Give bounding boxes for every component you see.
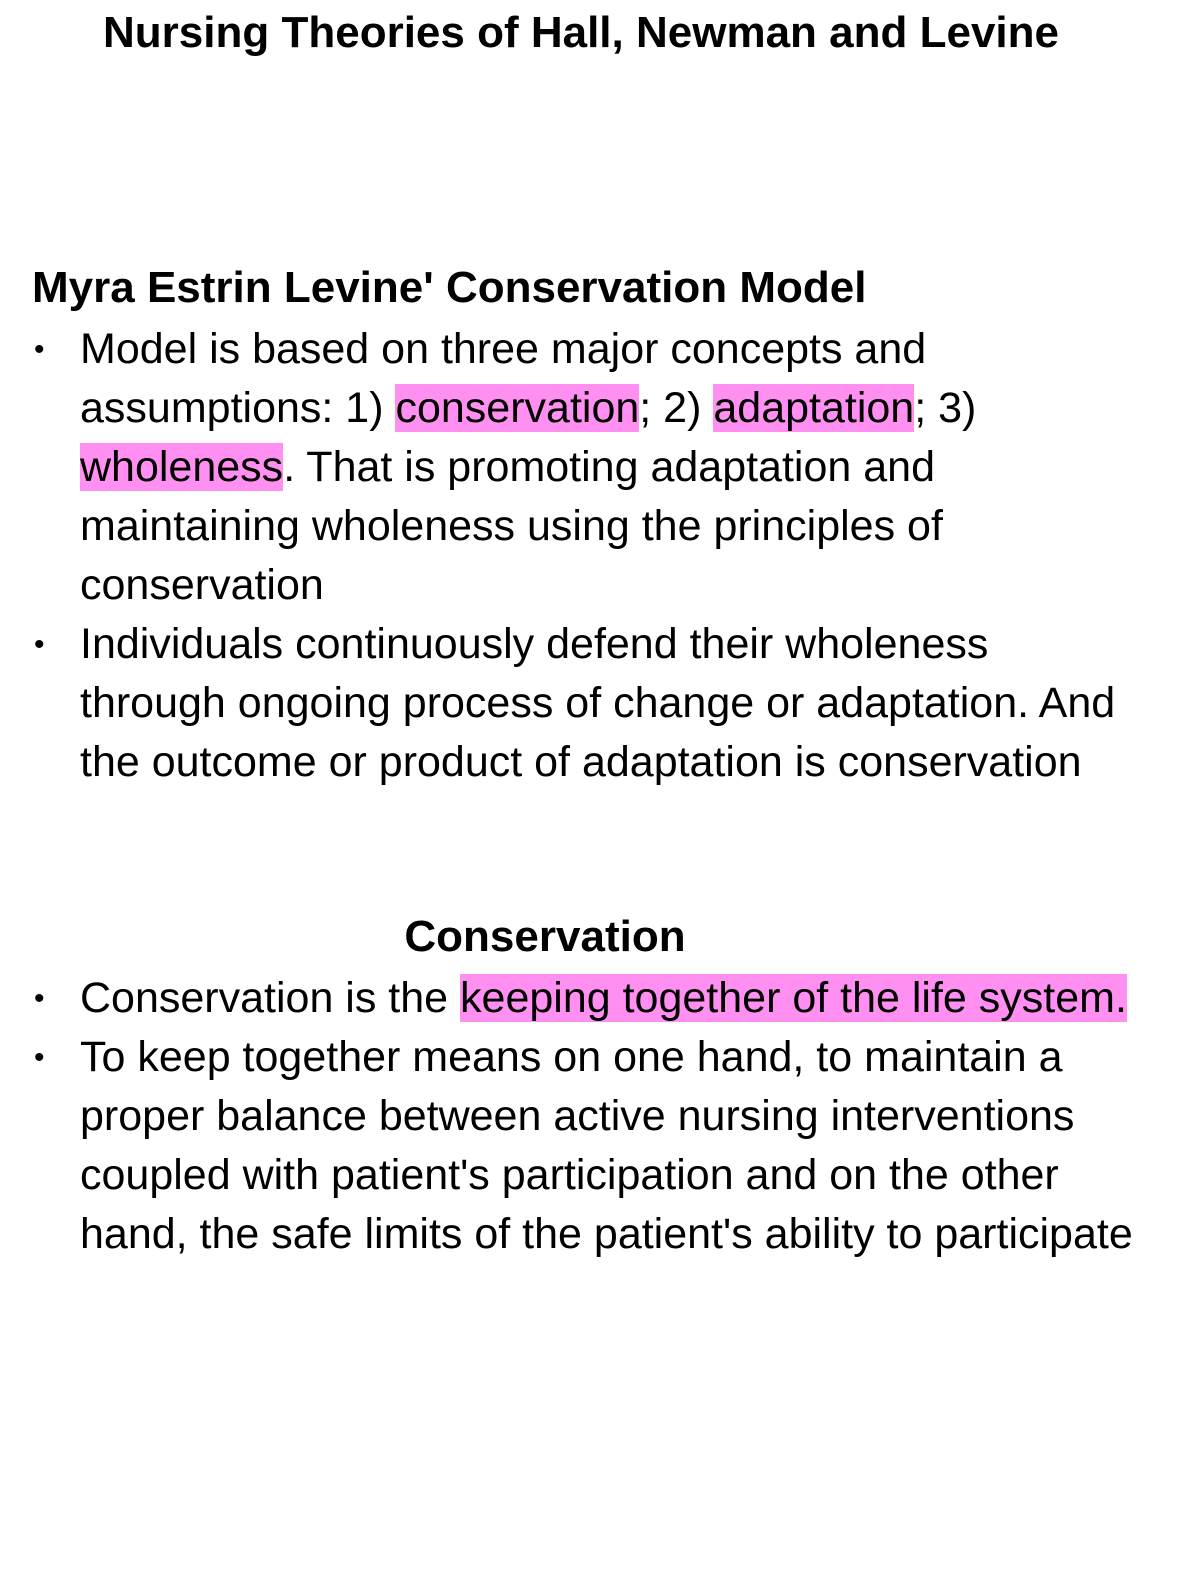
list-item [0, 615, 1140, 792]
list-item [0, 1028, 1140, 1264]
list-item [0, 969, 1140, 1028]
bullet-text-part: ; 3) [914, 384, 977, 432]
list-item [0, 320, 1140, 615]
bullet-text-part: Model is based on three major concepts and assumptions: 1) [80, 325, 927, 432]
bullet-text: Individuals continuously defend their wholeness through ongoing process of change or adaptation. And the outcome or product of adaptation is conservation [80, 620, 1116, 786]
section-heading-conservation: Conservation [404, 912, 686, 961]
document-title: Nursing Theories of Hall, Newman and Levine [103, 8, 1059, 57]
section-heading-levine-model: Myra Estrin Levine' Conservation Model [32, 263, 867, 312]
bullet-text-part: Conservation is the [80, 974, 461, 1022]
bullet-text: To keep together means on one hand, to maintain a proper balance between active nursing interventions coupled with patient's participation and on the other hand, the safe limits of the patient's ability to participate [80, 1033, 1133, 1258]
highlighted-term-conservation: conservation [395, 384, 640, 432]
bullet-text-part: ; 2) [639, 384, 714, 432]
highlighted-phrase-life-system: keeping together of the life system. [460, 974, 1127, 1022]
bullet-icon: • [34, 628, 45, 661]
bullet-icon: • [34, 982, 45, 1015]
bullet-icon: • [34, 333, 45, 366]
highlighted-term-wholeness: wholeness [80, 443, 284, 491]
highlighted-term-adaptation: adaptation [713, 384, 915, 432]
conservation-bullet-list [0, 969, 1200, 1264]
bullet-icon: • [34, 1041, 45, 1074]
bullet-text-part: . That is promoting adaptation and maintaining wholeness using the principles of conservation [80, 443, 943, 609]
levine-model-bullet-list [0, 320, 1200, 792]
